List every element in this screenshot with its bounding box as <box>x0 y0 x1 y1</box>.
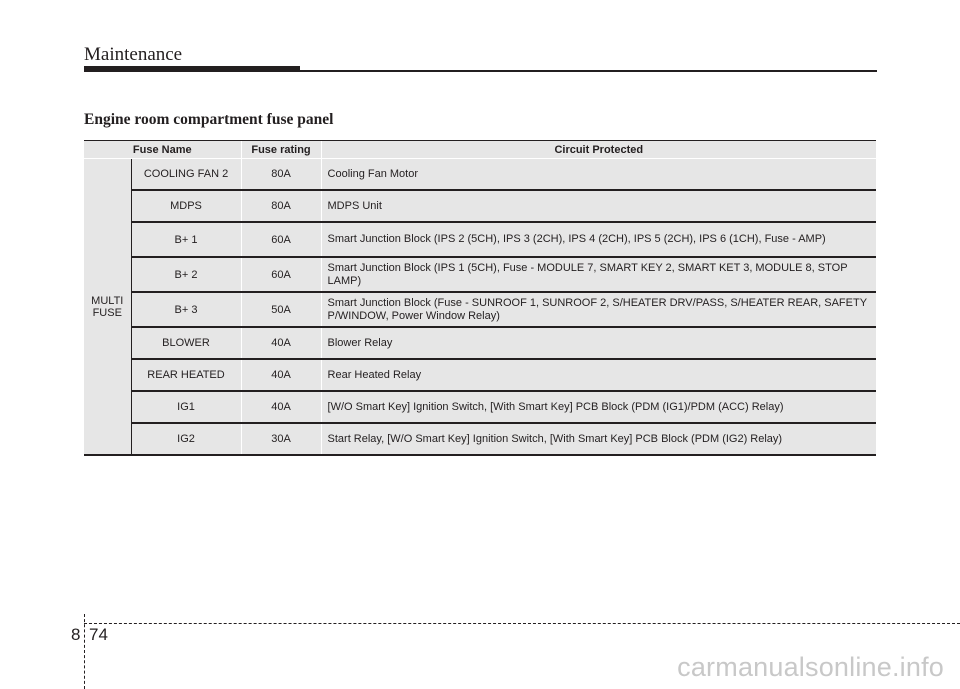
fuse-group-label: MULTI FUSE <box>84 159 131 456</box>
circuit-protected: MDPS Unit <box>321 190 876 222</box>
column-header-circuit: Circuit Protected <box>321 141 876 159</box>
table-row <box>84 190 876 222</box>
fuse-name: MDPS <box>131 190 241 222</box>
watermark: carmanualsonline.info <box>677 652 944 682</box>
circuit-protected: Smart Junction Block (IPS 1 (5CH), Fuse - MODULE 7, SMART KEY 2, SMART KET 3, MODULE 8, STOP LAMP) <box>321 257 876 292</box>
circuit-protected: Start Relay, [W/O Smart Key] Ignition Switch, [With Smart Key] PCB Block (PDM (IG2) Relay) <box>321 423 876 455</box>
fuse-rating: 40A <box>241 359 321 391</box>
footer-vertical-rule <box>84 614 85 689</box>
circuit-protected: Smart Junction Block (Fuse - SUNROOF 1, SUNROOF 2, S/HEATER DRV/PASS, S/HEATER REAR, SAFETY P/WINDOW, Power Window Relay) <box>321 292 876 327</box>
section-title: Engine room compartment fuse panel <box>84 111 334 128</box>
table-row <box>84 292 876 327</box>
chapter-number: 8 <box>71 625 81 644</box>
table-header-row <box>84 141 876 159</box>
fuse-name: BLOWER <box>131 327 241 359</box>
circuit-protected: [W/O Smart Key] Ignition Switch, [With Smart Key] PCB Block (PDM (IG1)/PDM (ACC) Relay) <box>321 391 876 423</box>
fuse-name: IG1 <box>131 391 241 423</box>
circuit-protected: Blower Relay <box>321 327 876 359</box>
column-header-fuse-rating: Fuse rating <box>241 141 321 159</box>
table-row <box>84 327 876 359</box>
fuse-name: IG2 <box>131 423 241 455</box>
fuse-rating: 40A <box>241 327 321 359</box>
page-header-title: Maintenance <box>84 44 183 65</box>
table-row <box>84 423 876 455</box>
fuse-name: B+ 1 <box>131 222 241 257</box>
fuse-rating: 50A <box>241 292 321 327</box>
circuit-protected: Rear Heated Relay <box>321 359 876 391</box>
fuse-rating: 60A <box>241 257 321 292</box>
table-row <box>84 391 876 423</box>
page-number: 74 <box>89 625 108 644</box>
fuse-rating: 30A <box>241 423 321 455</box>
fuse-name: COOLING FAN 2 <box>131 159 241 191</box>
fuse-name: B+ 3 <box>131 292 241 327</box>
header-rule-thin <box>300 70 877 72</box>
table-row <box>84 359 876 391</box>
fuse-rating: 60A <box>241 222 321 257</box>
circuit-protected: Smart Junction Block (IPS 2 (5CH), IPS 3 (2CH), IPS 4 (2CH), IPS 5 (2CH), IPS 6 (1CH), Fuse - AMP) <box>321 222 876 257</box>
column-header-fuse-name: Fuse Name <box>84 141 241 159</box>
fuse-rating: 40A <box>241 391 321 423</box>
header-rule-thick <box>84 66 300 72</box>
footer-rule <box>84 623 960 624</box>
table-row <box>84 222 876 257</box>
circuit-protected: Cooling Fan Motor <box>321 159 876 191</box>
fuse-rating: 80A <box>241 159 321 191</box>
fuse-name: B+ 2 <box>131 257 241 292</box>
fuse-rating: 80A <box>241 190 321 222</box>
fuse-name: REAR HEATED <box>131 359 241 391</box>
fuse-table <box>84 140 876 456</box>
table-row <box>84 159 876 191</box>
table-row <box>84 257 876 292</box>
